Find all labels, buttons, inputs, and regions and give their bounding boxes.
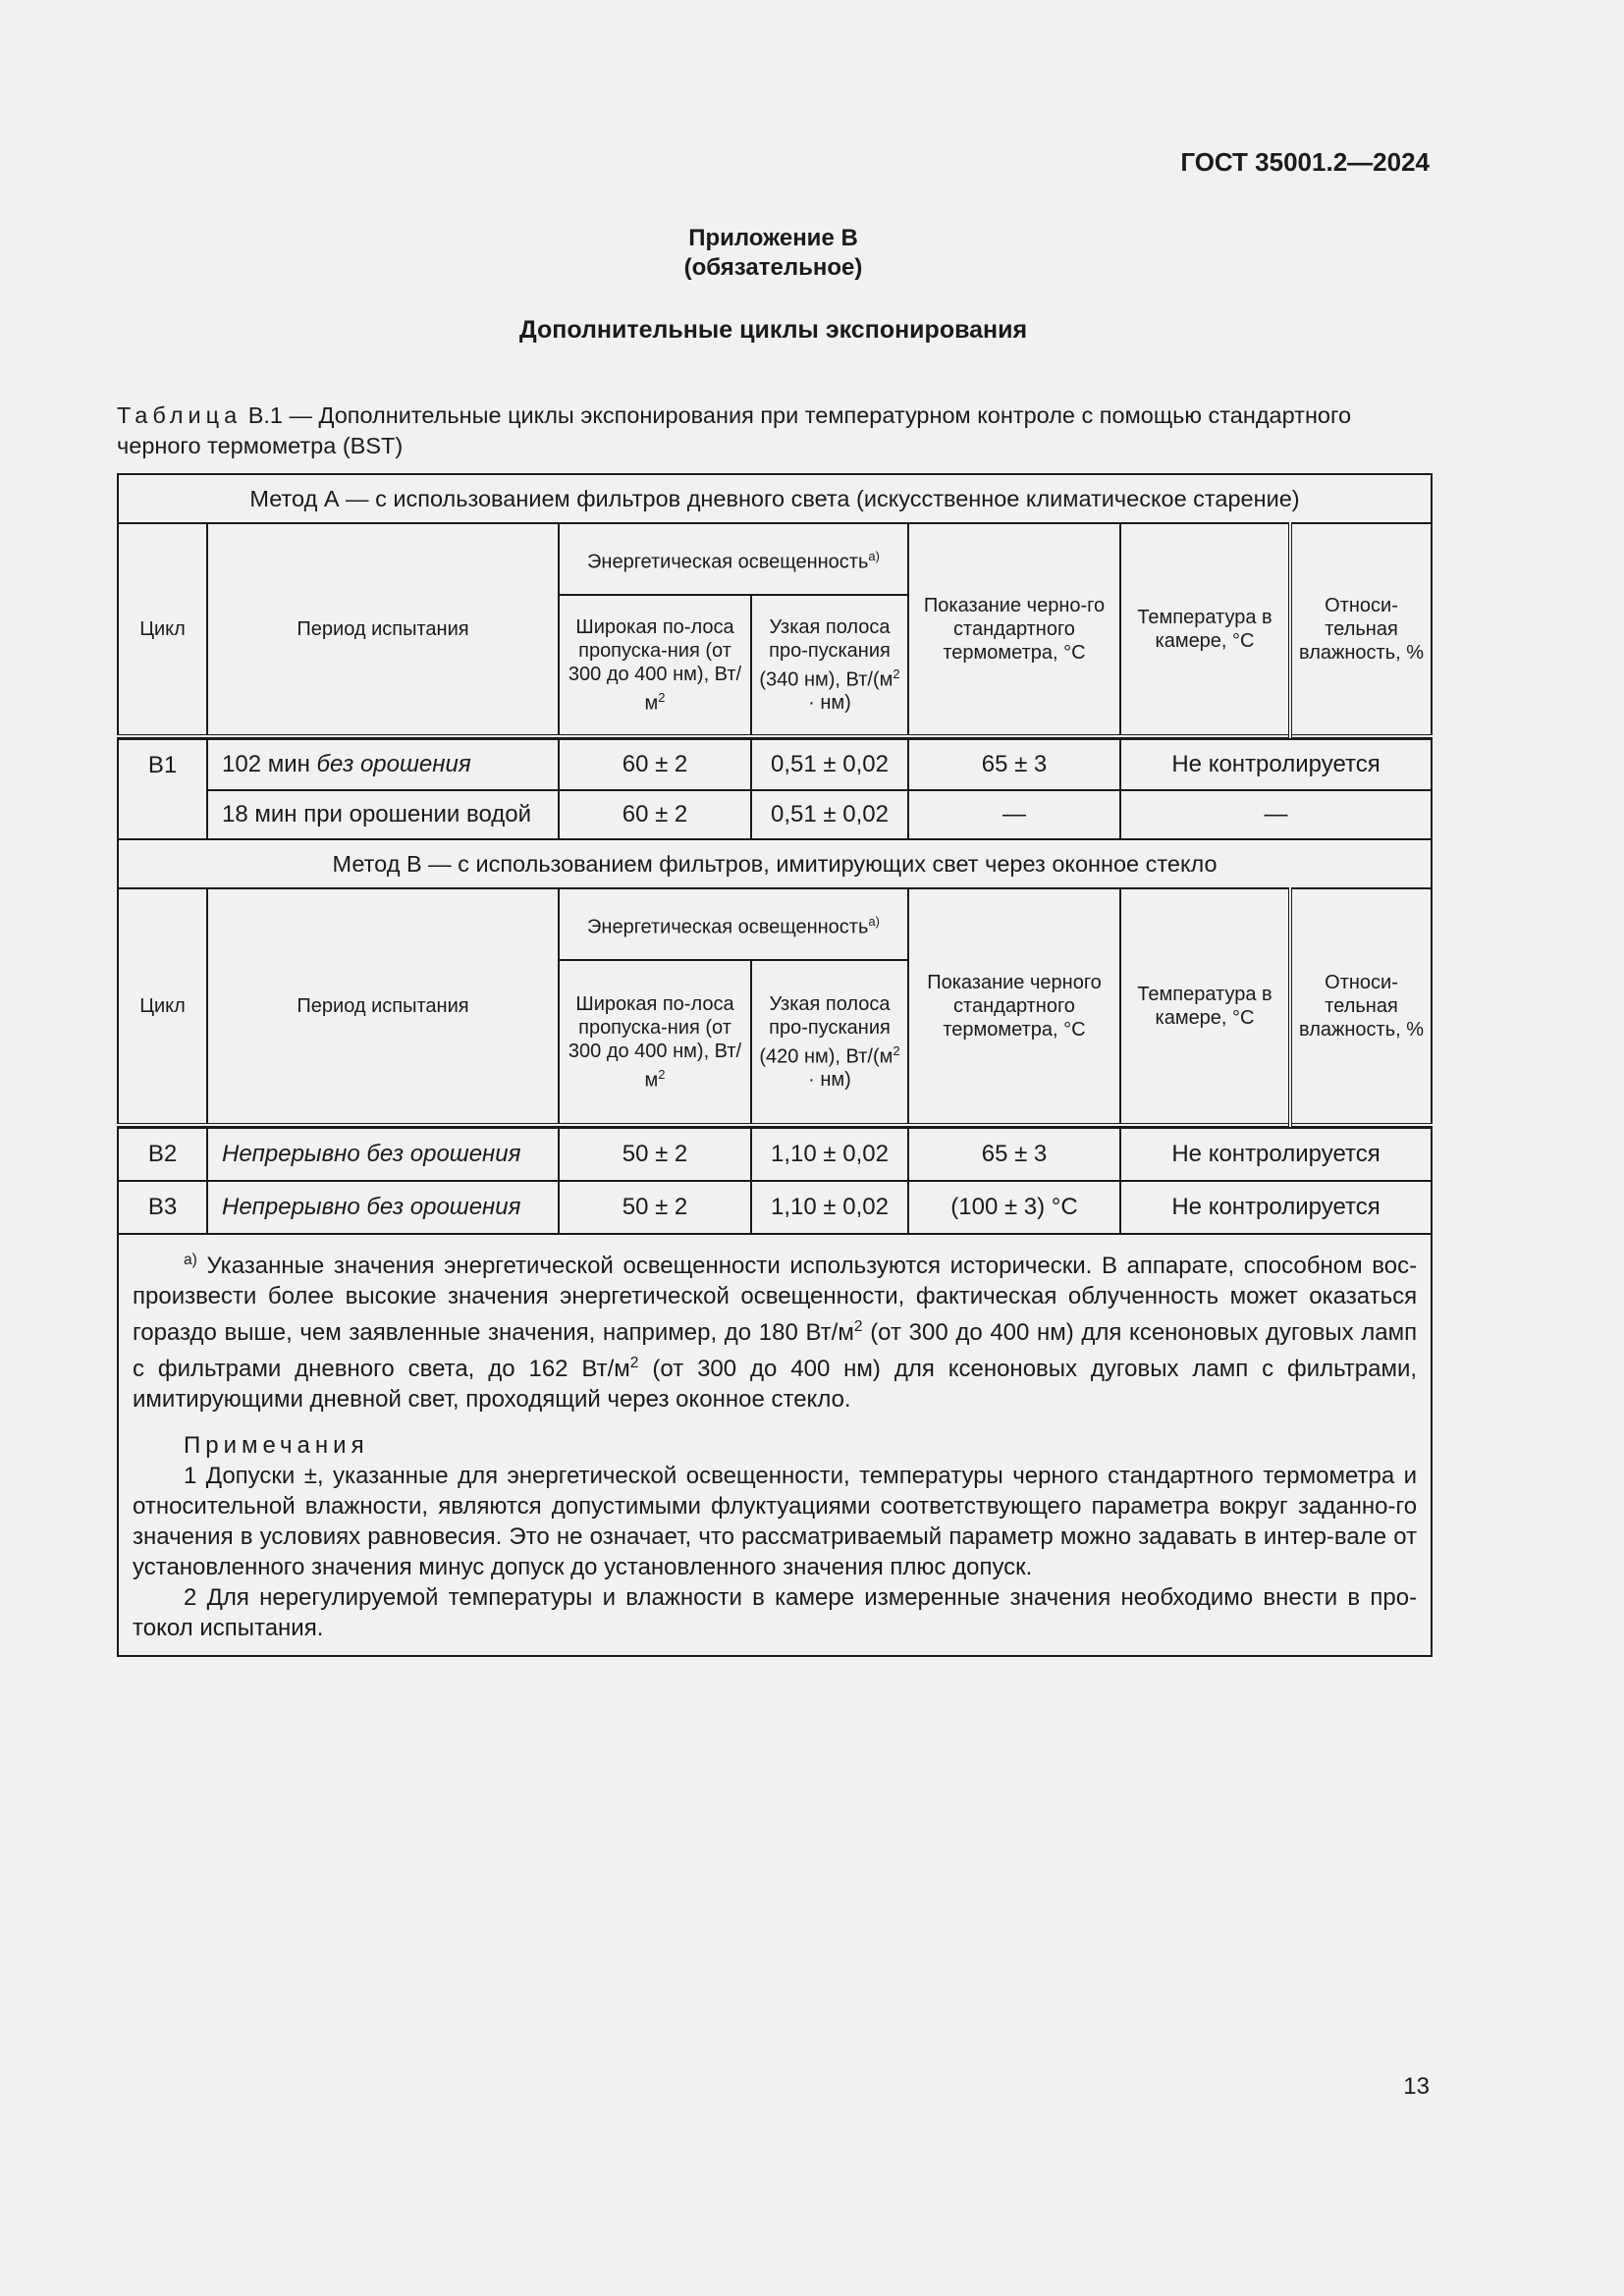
narrow-band-label: Узкая полоса про-пускания (340 нм), Вт/(м	[759, 615, 893, 691]
wide-band-label: Широкая по-лоса пропуска-ния (от 300 до 400 нм), Вт/м	[568, 992, 742, 1092]
table-cell-wide: 60 ± 2	[559, 790, 751, 839]
wide-band-sup: 2	[658, 689, 666, 705]
table-cell-bst: 65 ± 3	[908, 739, 1120, 790]
header-bst: Показание черного стандартного термометра, °С	[908, 888, 1120, 1125]
note-2: 2 Для нерегулируемой температуры и влажности в камере измеренные значения необходимо внести в про-токол испытания.	[133, 1584, 1418, 1641]
header-wide-band	[559, 595, 751, 736]
narrow-band-unit: · нм)	[808, 1069, 851, 1092]
notes-heading: Примечания	[184, 1432, 369, 1459]
footnote-a	[133, 1245, 1417, 1415]
table-cell-temp-humidity: Не контролируется	[1120, 739, 1432, 790]
narrow-band-unit: · нм)	[808, 692, 851, 715]
irradiance-label: Энергетическая освещенность	[587, 551, 869, 573]
footnote-sup-2: 2	[629, 1355, 639, 1371]
narrow-band-sup: 2	[893, 1042, 900, 1058]
table-cell-period	[207, 739, 559, 790]
header-humidity: Относи-тельная влажность, %	[1290, 523, 1432, 736]
table-cell-wide: 60 ± 2	[559, 739, 751, 790]
header-bst: Показание черно-го стандартного термометра, °С	[908, 523, 1120, 736]
header-cycle: Цикл	[118, 523, 207, 736]
table-cell-wide: 50 ± 2	[559, 1128, 751, 1181]
footnote-mark: а)	[184, 1252, 197, 1268]
table-cell-period: 18 мин при орошении водой	[207, 790, 559, 839]
table-caption	[117, 400, 1431, 461]
annex-title	[0, 224, 1546, 283]
annex-name: Приложение В	[688, 225, 858, 251]
header-narrow-band	[751, 960, 908, 1125]
method-a-heading: Метод А — с использованием фильтров дневного света (искусственное климатическое старение)	[118, 474, 1432, 523]
footnote-text-3: (от 300 до 400 нм) для ксеноновых дуговых ламп с фильтрами, имитирующими дневной свет, проходящий через оконное стекло.	[133, 1356, 1418, 1413]
header-irradiance	[559, 888, 908, 960]
annex-status: (обязательное)	[683, 254, 863, 281]
narrow-band-label: Узкая полоса про-пускания (420 нм), Вт/(м	[759, 992, 893, 1068]
caption-label: В.1	[247, 402, 283, 428]
period-text-italic: без орошения	[316, 751, 471, 777]
period-text: 102 мин	[222, 751, 317, 777]
footnote-text-2: (от 300 до 400 нм) для ксеноновых дуговых ламп с фильтрами дневного света, до 162 Вт/м	[133, 1319, 1418, 1382]
irradiance-footnote-mark: а)	[868, 913, 880, 929]
header-period: Период испытания	[207, 888, 559, 1125]
header-narrow-band	[751, 595, 908, 736]
header-period: Период испытания	[207, 523, 559, 736]
page-number: 13	[1403, 2073, 1430, 2100]
table-cell-wide: 50 ± 2	[559, 1181, 751, 1234]
header-irradiance	[559, 523, 908, 595]
table-cell-cycle: В2	[118, 1128, 207, 1181]
exposure-cycles-table	[117, 473, 1433, 1657]
table-cell-period: Непрерывно без орошения	[207, 1128, 559, 1181]
header-wide-band	[559, 960, 751, 1125]
header-chamber-temp: Температура в камере, °С	[1120, 888, 1290, 1125]
table-cell-temp-humidity: Не контролируется	[1120, 1181, 1432, 1234]
caption-prefix: Таблица	[117, 402, 243, 428]
wide-band-sup: 2	[658, 1066, 666, 1082]
caption-text: — Дополнительные циклы экспонирования при температурном контроле с помощью стандартного черного термометра (BST)	[117, 402, 1352, 458]
note-1: 1 Допуски ±, указанные для энергетической освещенности, температуры черного стандартного термометра и относительной влажности, являются допустимыми флуктуациями соответствующего параметра вокруг заданно-го значения в условиях равновесия. Это не означает, что рассматриваемый параметр можно задавать в интер-вале от установленного значения минус допуск до установленного значения плюс допуск.	[133, 1463, 1418, 1580]
table-cell-narrow: 0,51 ± 0,02	[751, 790, 908, 839]
header-chamber-temp: Температура в камере, °С	[1120, 523, 1290, 736]
method-b-heading: Метод В — с использованием фильтров, имитирующих свет через оконное стекло	[118, 839, 1432, 888]
footnote-sup-1: 2	[853, 1318, 863, 1335]
document-code: ГОСТ 35001.2—2024	[1180, 147, 1430, 177]
section-title: Дополнительные циклы экспонирования	[518, 316, 1028, 344]
table-cell-bst: —	[908, 790, 1120, 839]
table-cell-narrow: 1,10 ± 0,02	[751, 1181, 908, 1234]
narrow-band-sup: 2	[893, 666, 900, 681]
table-cell-period: Непрерывно без орошения	[207, 1181, 559, 1234]
table-cell-cycle: В3	[118, 1181, 207, 1234]
header-cycle: Цикл	[118, 888, 207, 1125]
header-humidity: Относи-тельная влажность, %	[1290, 888, 1432, 1125]
table-cell-cycle: В1	[118, 739, 207, 839]
irradiance-label: Энергетическая освещенность	[587, 916, 869, 938]
table-cell-narrow: 0,51 ± 0,02	[751, 739, 908, 790]
table-footnotes	[118, 1234, 1432, 1656]
footnote-text-1: Указанные значения энергетической освещенности используются исторически. В аппарате, способном вос-произвести более высокие значения энергетической освещенности, фактическая облученность может оказаться гораздо выше, чем заявленные значения, например, до 180 Вт/м	[133, 1253, 1418, 1346]
wide-band-label: Широкая по-лоса пропуска-ния (от 300 до 400 нм), Вт/м	[568, 615, 742, 715]
table-cell-bst: 65 ± 3	[908, 1128, 1120, 1181]
table-cell-bst: (100 ± 3) °С	[908, 1181, 1120, 1234]
irradiance-footnote-mark: а)	[868, 548, 880, 563]
table-cell-temp-humidity: —	[1120, 790, 1432, 839]
table-cell-narrow: 1,10 ± 0,02	[751, 1128, 908, 1181]
table-cell-temp-humidity: Не контролируется	[1120, 1128, 1432, 1181]
